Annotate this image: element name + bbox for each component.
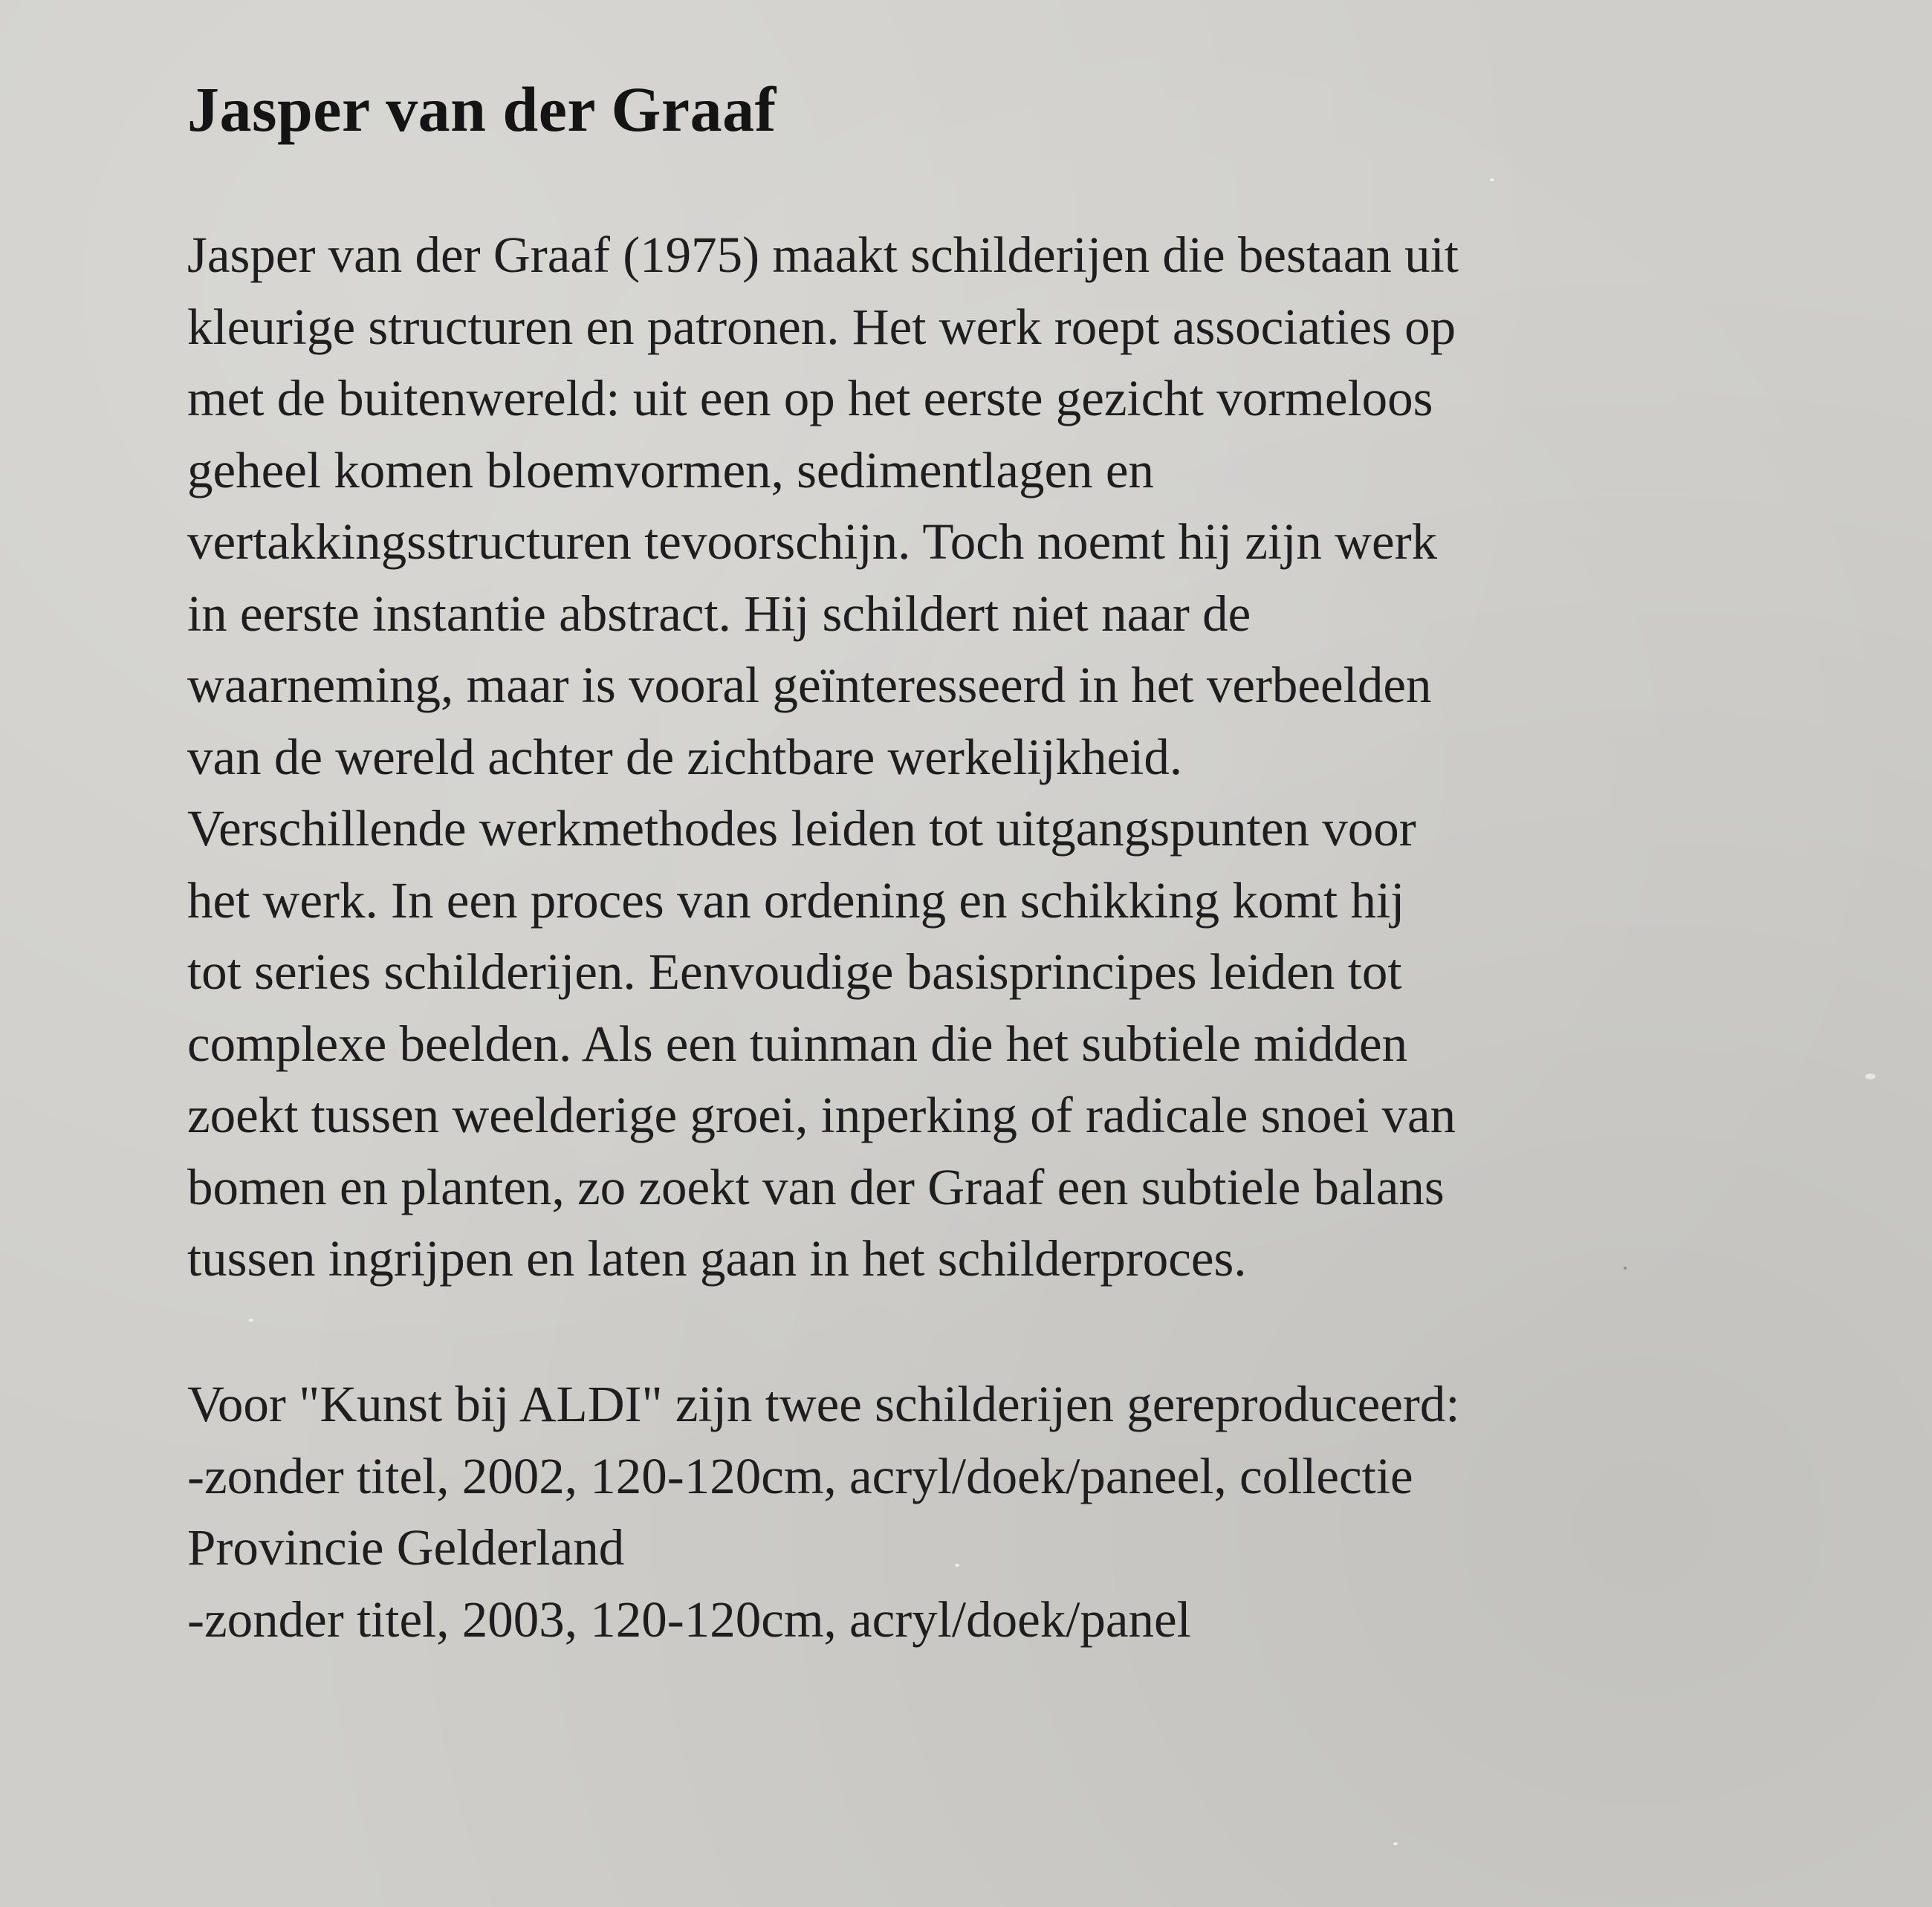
bio-line: tot series schilderijen. Eenvoudige basisprincipes leiden tot <box>187 943 1402 1000</box>
work-item-continued: Provincie Gelderland <box>187 1519 625 1576</box>
work-item: -zonder titel, 2002, 120-120cm, acryl/doek/paneel, collectie <box>187 1447 1413 1504</box>
bio-line: vertakkingsstructuren tevoorschijn. Toch noemt hij zijn werk <box>187 513 1438 570</box>
bio-line: van de wereld achter de zichtbare werkelijkheid. <box>187 728 1183 785</box>
paper-speck <box>1490 178 1494 181</box>
bio-line: complexe beelden. Als een tuinman die het subtiele midden <box>187 1015 1408 1072</box>
paper-speck <box>249 1319 253 1322</box>
work-item: -zonder titel, 2003, 120-120cm, acryl/doek/panel <box>187 1591 1191 1648</box>
bio-line: bomen en planten, zo zoekt van der Graaf een subtiele balans <box>187 1158 1445 1215</box>
page-title: Jasper van der Graaf <box>187 74 777 145</box>
bio-line: in eerste instantie abstract. Hij schildert niet naar de <box>187 585 1251 642</box>
bio-line: zoekt tussen weelderige groei, inperking of radicale snoei van <box>187 1087 1456 1143</box>
bio-paragraph <box>187 219 1859 1295</box>
bio-line: geheel komen bloemvormen, sedimentlagen en <box>187 441 1154 498</box>
paper-speck <box>1865 1073 1876 1079</box>
works-intro: Voor "Kunst bij ALDI" zijn twee schilderijen gereproduceerd: <box>187 1376 1460 1432</box>
bio-line: met de buitenwereld: uit een op het eerste gezicht vormeloos <box>187 370 1433 426</box>
bio-line: Jasper van der Graaf (1975) maakt schilderijen die bestaan uit <box>187 227 1459 283</box>
bio-line: waarneming, maar is vooral geïnteresseerd in het verbeelden <box>187 657 1432 713</box>
bio-line: het werk. In een proces van ordening en schikking komt hij <box>187 871 1405 929</box>
bio-line: kleurige structuren en patronen. Het werk roept associaties op <box>187 298 1456 355</box>
works-list <box>187 1368 1859 1655</box>
bio-line: tussen ingrijpen en laten gaan in het schilderproces. <box>187 1230 1247 1287</box>
paper-speck <box>1393 1842 1398 1845</box>
bio-line: Verschillende werkmethodes leiden tot uitgangspunten voor <box>187 800 1416 857</box>
